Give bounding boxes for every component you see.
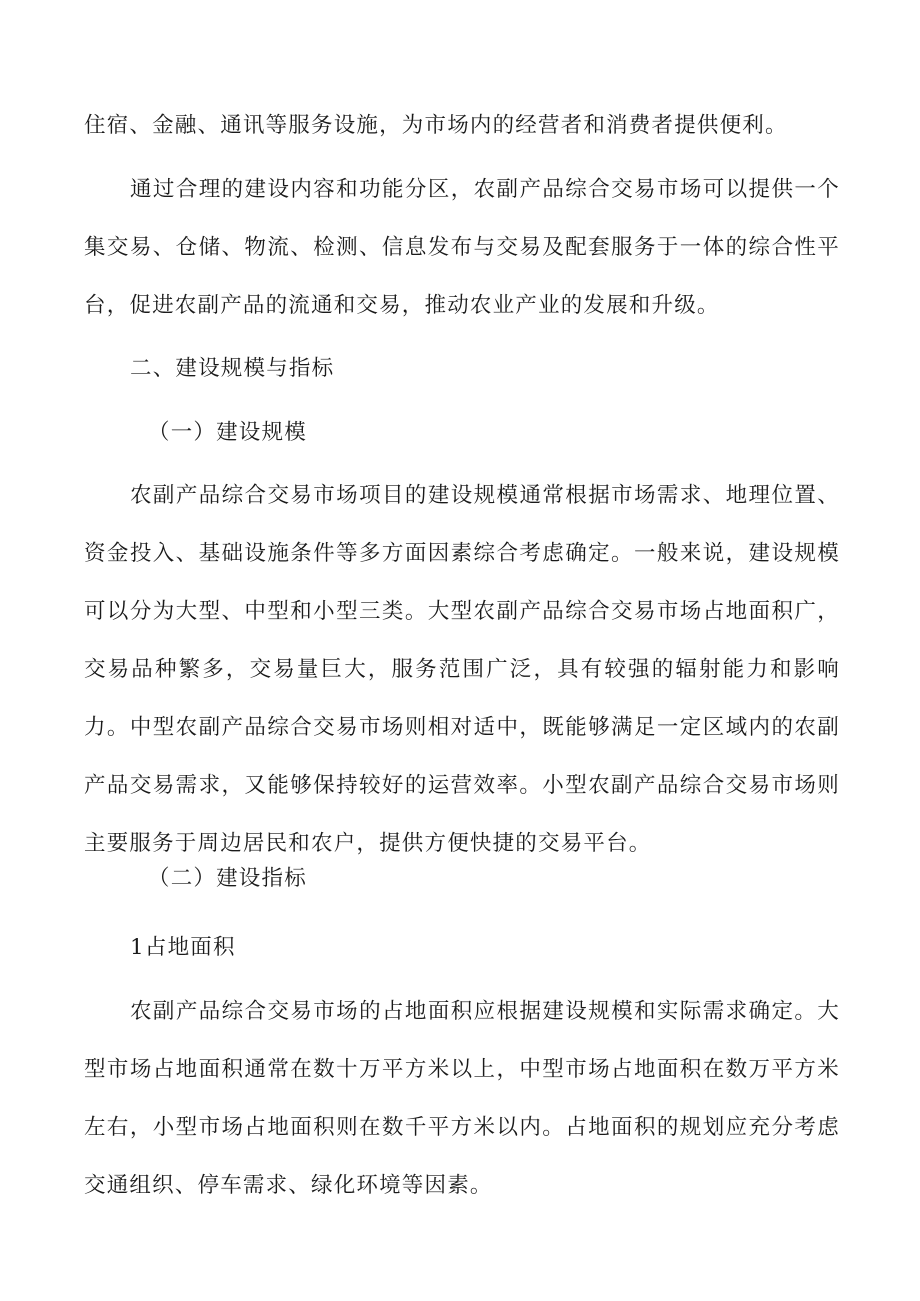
subsection-heading-indicators: （二）建设指标 xyxy=(148,866,307,891)
section-heading-scale-and-indicators: 二、建设规模与指标 xyxy=(130,356,335,381)
paragraph-land-area: 农副产品综合交易市场的占地面积应根据建设规模和实际需求确定。大型市场占地面积通常在数十万平方米以上，中型市场占地面积在数万平方米左右，小型市场占地面积则在数千平方米以内。占地面积的规划应充分考虑交通组织、停车需求、绿化环境等因素。 xyxy=(84,999,840,1198)
item-heading-land-area: 1占地面积 xyxy=(130,935,236,960)
subsection-heading-scale: （一）建设规模 xyxy=(148,420,307,445)
paragraph-summary: 通过合理的建设内容和功能分区，农副产品综合交易市场可以提供一个集交易、仓储、物流、检测、信息发布与交易及配套服务于一体的综合性平台，促进农副产品的流通和交易，推动农业产业的发展和升级。 xyxy=(84,177,840,318)
paragraph-continuation: 住宿、金融、通讯等服务设施，为市场内的经营者和消费者提供便利。 xyxy=(84,113,788,138)
paragraph-construction-scale: 农副产品综合交易市场项目的建设规模通常根据市场需求、地理位置、资金投入、基础设施条件等多方面因素综合考虑确定。一般来说，建设规模可以分为大型、中型和小型三类。大型农副产品综合交易市场占地面积广，交易品种繁多，交易量巨大，服务范围广泛，具有较强的辐射能力和影响力。中型农副产品综合交易市场则相对适中，既能够满足一定区域内的农副产品交易需求，又能够保持较好的运营效率。小型农副产品综合交易市场则主要服务于周边居民和农户，提供方便快捷的交易平台。 xyxy=(84,483,840,856)
